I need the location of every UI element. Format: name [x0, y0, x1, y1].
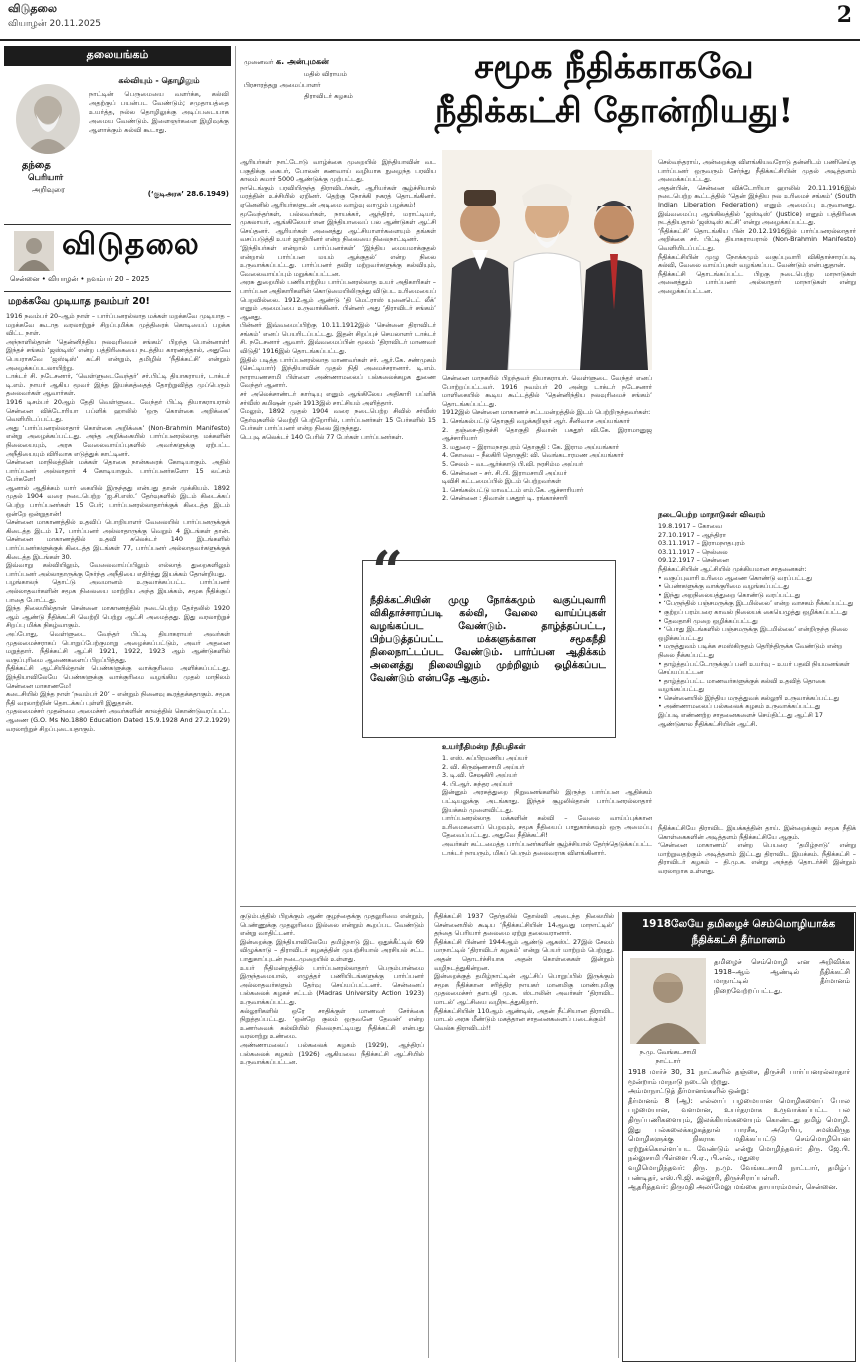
conferences-title: நடைபெற்ற மாநாடுகள் விவரம் [658, 510, 766, 519]
masthead-portrait [14, 231, 54, 271]
page-header [8, 2, 852, 38]
editorial-section-title: தலையங்கம் [86, 48, 149, 61]
periyar-quote-block [4, 70, 231, 220]
main-col2-text: சென்னை மாநகரில் பிறந்தவர் தியாகராயர். வெள்ளுடை வேந்தர் எனப் போற்றப்பட்டவர். 1916 நவம்பர் 20 அன்று டாக்டர் நடேசனார் மாளிகையில் கூடிய கூட்டத்தில் ‘தென்னிந்திய நலவுரிமைச் சங்கம்’ தொடங்கப்பட்டது. 1912இல் சென்னை மாகாணச் சட்டமன்றத்தில் இடம் பெற்றிருந்தவர்கள்: 1. செங்கல்பட்டு தொகுதி வழக்கறிஞர் ஆர். சீனிவாச அய்யங்கார் 2. தஞ்சை-திருச்சி தொகுதி திவான் பகதூர் வி.கே. இராமானுஜ ஆச்சாரியார் 3. மதுரை – இராமநாதபுரம் தொகுதி : கே. இராம அய்யங்கார் 4. கோவை – நீலகிரி தொகுதி: வி. வெங்கடாரமண அய்யங்கார் 5. சேலம் – வடஆர்க்காடு பி.வி. நரசிம்ம அய்யர் 6. சென்னை – சர். சி.பி. இராமசாமி அய்யர் டிவிசி கட்டமைப்பில் இடம் பெற்றவர்கள் 1. செங்கல்பட்டு மாவட்டம் எம்.கே. ஆச்சாரியார் 2. சென்னை : திவான் பகதூர் டி. ரங்காச்சாரி [442, 374, 652, 503]
page-number: 2 [836, 2, 852, 28]
main-col3-bottom-text: நீதிக்கட்சியே திராவிட இயக்கத்தின் தாய். இன்றைக்கும் சமூக நீதிக் கொள்கைகளின் அடித்தளம் நீதிக்கட்சியே ஆகும். ‘சென்னை மாகாணம்’ என்ற பெயரை ‘தமிழ்நாடு’ என்று மாற்றுவதற்கும் அடித்தளம் இட்டது திராவிட இயக்கம். நீதிக்கட்சி – திராவிடர் கழகம் – தி.மு.க. என்று அந்தத் தொடர்ச்சி இன்றும் வரலாறாக உள்ளது. [658, 824, 856, 875]
editorial-article-title: மறக்கவே முடியாத நவம்பர் 20! [8, 296, 150, 307]
main-col3-text: செல்வந்தராய், அன்றைக்கு விளங்கியவரோடு தன்னிடம் பணிசெய்த பார்ப்பனர் ஒருவரும் சேர்ந்து நீதிக்கட்சியின் முதல் அடித்தளம் அமைக்கப்பட்டது. அதன்பின், சென்னை விக்டோரியா ஹாலில் 20.11.1916இல் நடைபெற்ற கூட்டத்தில் ‘தென் இந்திய நல உரிமைச் சங்கம்’ (South Indian Liberation Federation) எனும் அமைப்பு உருவானது. இவ்வமைப்பு ஆங்கிலத்தில் ‘ஜஸ்டிஸ்’ (Justice) எனும் பத்திரிகை நடத்தியதால் ‘ஜஸ்டிஸ் கட்சி’ என்று அழைக்கப்பட்டது. ‘நீதிக்கட்சி’ தொடங்கிய பின் 20.12.1916இல் பார்ப்பனரல்லாதார் அறிக்கை சர். பிட்டி தியாகராயரால் (Non-Brahmin Manifesto) வெளியிடப்பட்டது. நீதிக்கட்சியின் முழு நோக்கமும் வகுப்புவாரி விகிதாச்சாரப்படி கல்வி, வேலை வாய்ப்புகள் வழங்கப்பட வேண்டும் என்பதுதான். நீதிக்கட்சி தொடங்கப்பட்ட பிறகு நடைபெற்ற மாநாடுகள் அனைத்தும் பார்ப்பனர் அல்லாதார் மாநாடுகள் என்று அழைக்கப்பட்டன. [658, 158, 856, 295]
sidebar-text-2: 1918 மார்ச் 30, 31 நாட்களில் தஞ்சை, திருச்சி பார்ப்பனரல்லாதார் மூன்றாம் மாநாடு நடைபெற்றது. அம்மாநாட்டுத் தீர்மானங்களில் ஒன்று: தீர்மானம் 8 (ஆ): எல்லாப் பழமையான மொழிகளைப் போல பழமையான, வளமான, உயர்தரமாக உருவாக்கப்பட்ட பல திருப்பணிகளையும், இலக்கியங்களையும் கொண்டது தமிழ் மொழி. இது பல்கலைக்கழகத்தால் பாரசீக, அரேபிய, சமஸ்கிருத மொழிகளுக்கு நிகராக மதிக்கப்பட்டு செம்மொழியென ஏற்றுக்கொள்ளப்பட வேண்டும் என்று மொழிந்தவர்: திரு. ஜே.பி. நல்லுசாமி பிள்ளை பி.ஏ., பி.எல்., மதுரை வழிமொழிந்தவர்: திரு. ந.மு. வேங்கடசாமி நாட்டார், தமிழ்ப் பண்டிதர், எஸ்.பி.ஜி. கல்லூரி, திருச்சிராப்பள்ளி. ஆதரித்தவர்: திருமதி அலர்மேலு மங்கை தாயாரம்மாள், சென்னை. [628, 1068, 850, 1192]
sidebar-portrait [630, 958, 706, 1044]
sidebar-portrait-caption-1: ந.மு. வேங்கடசாமி [639, 1048, 697, 1056]
sidebar-portrait-icon [630, 958, 706, 1044]
conferences-text: 19.8.1917 – கோவை 27.10.1917 – ஆந்திரா 03.11.1917 – இராமநாதபுரம் 03.11.1917 – நெல்லை 09.12.1917 – சென்னை நீதிக்கட்சியின் ஆட்சியில் முக்கியமான சாதனைகள்: • வகுப்புவாரி உரிமை ஆணை கொண்டு வரப்பட்டது • பெண்களுக்கு வாக்குரிமை வழங்கப்பட்டது • இந்து அறநிலையத்துறை கொண்டு வரப்பட்டது • ‘பேருந்தில் பஞ்சமருக்கு இடமில்லை’ என்ற வாசகம் நீக்கப்பட்டது • குற்றப் பரம்பரை காவல் நிலையக் கையெழுத்து ஒழிக்கப்பட்டது • தேவதாசி முறை ஒழிக்கப்பட்டது • ‘பொது இடங்களில் பஞ்சமருக்கு இடமில்லை’ என்றிருந்த நிலை ஒழிக்கப்பட்டது • மருத்துவம் படிக்க சமஸ்கிருதம் தெரிந்திருக்க வேண்டும் என்ற நிலை நீக்கப்பட்டது • தாழ்த்தப்பட்டோருக்குப் பனி உயர்வு – உயர் பதவி நியமனங்கள் செய்யப்பட்டன • தாழ்த்தப்பட்ட மாணவர்களுக்குக் கல்வி உதவித் தொகை வழங்கப்பட்டது • சென்னையில் இந்திய மருத்துவக் கல்லூரி உருவாக்கப்பட்டது • அண்ணாமலைப் பல்கலைக் கழகம் உருவாக்கப்பட்டது இப்படி எண்ணற்ற சாதனைகளைச் செய்திட்டது ஆட்சி 17 ஆண்டுகால நீதிக்கட்சியின் ஆட்சி. [658, 522, 854, 728]
main-col1-text: ஆரியர்கள் நாட்டோடு வாழ்க்கை முறையில் இந்தியாவின் வட பகுதிக்கு கைபர், போலன் கணவாய் வழியாக நுழைந்த பரவிய காலம் சுமார் 5000 ஆண்டுக்கு முற்பட்டது. நாடெங்கும் பரவியிருந்த திராவிடர்கள், ஆரியர்கள் சூழ்ச்சியால் மரத்தின் உச்சியில் ஏறினர். தெற்கு நோக்கி நகரத் தொடங்கினர். ஏனெனில் ஆரியர்களுடன் அடிமை வாழ்வு வாழும் பழக்கம்! மூவேந்தர்கள், பல்லவர்கள், நாயக்கர், ஆந்திரர், மராட்டியர், முகலாயர், ஆங்கிலேயர் என இந்தியாவைப் பல ஆண்டுகள் ஆட்சி செய்தனர். ஆரியர்கள் அனைத்து ஆட்சியாளர்களையும் தங்கள் வசப்படுத்தி உயர் ஜாதியினர் என்ற நிலையை நிலைநாட்டினர். ‘இந்தியர்கள் என்றால் பார்ப்பனர்கள்’ ‘இந்திய மையமாக்குதல் என்றால் பார்ப்பன மயம் ஆக்குதல்’ என்ற நிலை உருவாக்கப்பட்டது. பார்ப்பனர் தவிர மற்றவர்களுக்கு கல்வியும், வேலைவாய்ப்பும் மறுக்கப்பட்டன. அரசு துறையில் பணியாற்றிய பார்ப்பனரல்லாத உயர் அதிகாரிகள் – பார்ப்பன அதிகாரிகளின் கொடுமையிலிருந்து விடுபட உரிமையைப் பெறவில்லை. 1912ஆம் ஆண்டு ‘தி மெட்ராஸ் யுனைடெட் லீக்’ எனும் அமைப்பை உருவாக்கினர். பின்னர் அது ‘திராவிடர் சங்கம்’ ஆனது. பின்னர் இவ்வமைப்பிற்கு 10.11.1912இல் ‘சென்னை திராவிடர் சங்கம்’ எனப் பெயரிடப்பட்டது. இதன் சிறப்புச் செயலாளர் டாக்டர் சி. நடேசனார் ஆவார். இவ்வமைப்பின் மூலம் ‘திராவிடர் மாணவர் விடுதி’ 1916இல் தொடங்கப்பட்டது. இதில் படித்த பார்ப்பனரல்லாத மாணவர்கள் சர். ஆர்.கே. சண்முகம் (செட்டியார்) இந்தியாவின் முதல் நிதி அமைச்சரானார். டி.எம். நாராயணசாமி பிள்ளை அண்ணாமலைப் பல்கலைக்கழக துணை வேந்தர் ஆனார். சர் அலெக்சாண்டர் கார்டியு எனும் ஆங்கிலேய அதிகாரி பப்ளிக் சர்வீஸ் கமிஷன் முன் 1913இல் சாட்சியம் அளித்தார். மேலும், 1892 முதல் 1904 வரை நடைபெற்ற சிவில் சர்வீஸ் தேர்வுகளில் வெற்றி பெற்றோரில், பார்ப்பனர்கள் 15 பேர்களில் 15 பேர்கள் பார்ப்பனர் என்ற நிலை இருந்தது. டெபுடி கலெக்டர் 140 பேரில் 77 பேர்கள் பார்ப்பனர்கள். [240, 158, 436, 441]
header-rule [0, 39, 860, 41]
author-name: க. அன்புமகன் [276, 57, 329, 66]
leaders-photo [442, 150, 652, 370]
leader-label-2: பெரியார் [28, 173, 64, 183]
lower-col1-text: குடும்பத்தில் பிறக்கும் ஆண் குழந்தைக்கு முதலுரிமை என்றும், பெண்ணுக்கு முதலுரிமை இல்லை என்றும் கூறப்பட வேண்டும் என்று வாதிட்டனர். இன்றைக்கு இந்தியாவிலேயே தமிழ்நாடு இட ஒதுக்கீட்டில் 69 விழுக்காடு – திராவிடர் கழகத்தின் முயற்சியால் அரசியல் சட்ட பாதுகாப்புடன் நடைமுறையில் உள்ளது. உயர் நீதிமன்றத்தில் பார்ப்பனரல்லாதார் பெரும்பான்மை இருந்தமையால், எழுத்தர் பணியிடங்களுக்கு பார்ப்பனர் அல்லாதவர்களும் தேர்வு செய்யப்பட்டனர். சென்னைப் பல்கலைக் கழகச் சட்டம் (Madras University Action 1923) உருவாக்கப்பட்டது. கல்லூரிகளில் ஒரே சாதிக்குள் மாணவர் சேர்க்கை நிறுத்தப்பட்டது. ‘ஒன்றே குலம் ஒருவனே தேவன்’ என்ற உணர்வைக் கல்வியில் நிலைநாட்டியது நீதிக்கட்சி என்பது வரலாற்று உண்மை. அண்ணாமலைப் பல்கலைக் கழகம் (1929), ஆந்திரப் பல்கலைக் கழகம் (1926) ஆகியவை நீதிக்கட்சி ஆட்சியில் உருவாக்கப்பட்டன. [240, 912, 424, 1067]
justice-party-leaders-illustration [442, 150, 652, 370]
judges-text: 1. எஸ். சுப்பிரமணிய அய்யர் 2. வி. கிருஷ்ணசாமி அய்யர் 3. டி.வி. சேஷகிரி அய்யர் 4. பி.ஆர். சுந்தர அய்யர் இன்னும் அரசுத்துறை நிறுவனங்களில் இருந்த பார்ப்பன ஆதிக்கம் பட்டியலுக்கு அடங்காது. இந்தச் சூழலில்தான் பார்ப்பனரல்லாதார் இயக்கம் முளைவிட்டது. பார்ப்பனரல்லாத மக்களின் கல்வி – வேலை வாய்ப்புக்கான உரிமைகளைப் பெறவும், சமூக நீதியைப் பாதுகாக்கவும் ஒரு அமைப்பு தேவைப்பட்டது. அதுவே நீதிக்கட்சி! அவர்கள் கட்டமைத்த பார்ப்பனர்களின் சூழ்ச்சியால் தேர்ந்தெடுக்கப்பட்ட டாக்டர் நாயரும், மிகப் பெரும் தலைவராக விளங்கினார். [442, 754, 652, 857]
sidebar-header [623, 913, 854, 951]
sidebar-title: 1918லேயே தமிழைச் செம்மொழியாக்க நீதிக்கட்சி தீர்மானம் [641, 918, 836, 946]
leader-label-3: அறிவுரை [32, 185, 65, 194]
column-divider-left [235, 46, 236, 1362]
author-role-1: மதில் விராயம் [304, 70, 347, 78]
lower-col2-text: நீதிக்கட்சி 1937 தேர்தலில் தோல்வி அடைந்த நிலையில் சென்னையில் கூடிய ‘நீதிக்கட்சியின் 14ஆவது மாநாட்டில்’ தந்தை பெரியார் தலைமை ஏற்று தலைவரானார். நீதிக்கட்சி பின்னர் 1944ஆம் ஆண்டு ஆகஸ்ட் 27இல் சேலம் மாநாட்டில் ‘திராவிடர் கழகம்’ என்று பெயர் மாற்றம் பெற்றது. அதன் தொடர்ச்சியாக அதன் கொள்கைகள் இன்றும் வழிநடத்துகின்றன. இன்றைக்குத் தமிழ்நாட்டின் ஆட்சிப் பொறுப்பில் இருக்கும் சமூக நீதிக்கான சரித்திர நாயகர் மானமிகு மாண்புமிகு முதலமைச்சர் தளபதி மு.க. ஸ்டாலின் அவர்கள் ‘திராவிட மாடல்’ ஆட்சியை வழிநடத்துகிறார். நீதிக்கட்சியின் 110ஆம் ஆண்டில், அதன் நீட்சியான திராவிட மாடல் அரசு மீண்டும் மகத்தான சாதனைகளைப் படைக்கும்! வெல்க திராவிடம்!! [434, 912, 614, 1032]
pullquote-text: நீதிக்கட்சியின் முழு நோக்கமும் வகுப்புவாரி விகிதாச்சாரப்படி கல்வி, வேலை வாய்ப்புகள் வழங்கப்பட வேண்டும். தாழ்த்தப்பட்ட, பிற்படுத்தப்பட்ட மக்களுக்கான சமூகநீதி நிலைநாட்டப்பட வேண்டும். பார்ப்பன ஆதிக்கம் அனைத்து நிலையிலும் முற்றிலும் ஒழிக்கப்பட வேண்டும் என்பதே ஆகும். [370, 595, 606, 684]
author-prefix: முனைவர் [244, 58, 274, 66]
header-paper-name: விடுதலை [8, 2, 58, 15]
periyar-portrait [16, 84, 80, 154]
quote-source: (‘குடிஅரசு’ 28.6.1949) [147, 190, 229, 198]
quote-title: கல்வியும் - தொழிலும் [118, 76, 200, 85]
sidebar-text-1: தமிழைச் செம்மொழி என அறிவிக்க 1918–ஆம் ஆண்டில் நீதிக்கட்சி மாநாட்டில் தீர்மானம் நிறைவேற்றப்பட்டது. [714, 958, 850, 995]
lower-divider-1 [428, 912, 429, 1358]
headline-line-2: நீதிக்கட்சி தோன்றியது! [434, 91, 794, 131]
editorial-header [4, 46, 231, 66]
header-date: வியாழன் 20.11.2025 [8, 19, 102, 29]
masthead-title: விடுதலை [62, 227, 200, 262]
pullquote-mark-icon: “ [372, 539, 404, 603]
sidebar-portrait-caption-2: நாட்டார் [655, 1057, 681, 1065]
masthead-dateline: சென்னை • வியாழன் • நவம்பர் 20 – 2025 [10, 275, 150, 283]
author-role-2: பிரசாரத்தறு அமைப்பாளர் [244, 81, 321, 89]
headline-line-1: சமூக நீதிக்காகவே [474, 47, 754, 87]
quote-text: நாட்டின் பெருமையை வளர்க்க, கல்வி அதற்குப் பயன்பட வேண்டும்; சமுதாயத்தை உயர்த்த, நல்ல தொழிலுக்கு அடிப்படையாக அமைய வேண்டும். இளைஞர்களை இழிவுக்கு ஆளாக்கும் கல்வி கூடாது. [89, 90, 229, 134]
judges-title: உயர்நீதிமன்ற நீதிபதிகள் [442, 742, 526, 751]
lower-divider-2 [618, 912, 619, 1358]
author-role-3: திராவிடர் கழகம் [304, 92, 353, 100]
main-article [240, 46, 856, 1362]
leader-label-1: தந்தை [22, 160, 51, 171]
editorial-article-body: 1916 நவம்பர் 20–ஆம் நாள் – பார்ப்பனரல்லாத மக்கள் மறக்கவே முடியாத – மறக்கவே கூடாத வரலாற்றுச் சிறப்புமிக்க முத்திரைக் கொடியைப் பறக்க விட்ட நாள். அந்நாளில்தான் ‘தென்னிந்திய நலவுரிமைச் சங்கம்’ பிறந்த பொன்னாள்! இந்தச் சங்கம் ‘ஜஸ்டிஸ்’ என்ற பத்திரிகையை நடத்திய காரணத்தால், அதுவே பெயராகவே ‘ஜஸ்டிஸ்’ கட்சி என்றும், தமிழில் ‘நீதிக்கட்சி’ என்றும் அழைக்கப்படலாயிற்று. டாக்டர் சி. நடேசனார், ‘வெள்ளுடைவேந்தர்’ சர்.பிட்டி தியாகராயர், டாக்டர் டி.எம். நாயர் ஆகிய மூவர் இந்த இயக்கத்தைத் தோற்றுவித்த முப்பெரும் தலைவர்கள் ஆவார்கள். 1916 டிசம்பர் 20ஆம் தேதி வெள்ளுடை வேந்தர் பிட்டி தியாகராயரால் சென்னை விக்டோரியா பப்ளிக் ஹாலில் ‘ஒரு கொள்கை அறிக்கை’ வெளியிடப்பட்டது. அது ‘பார்ப்பனரல்லாதார் கொள்கை அறிக்கை’ (Non-Brahmin Manifesto) என்று அழைக்கப்பட்டது. அந்த அறிக்கையில் பார்ப்பனரல்லாத மக்களின் நிலையையும், அரசு வேலைவாய்ப்புகளில் அவர்களுக்கு ஏற்பட்ட அநீதியையும் விரிவாக எடுத்துக் காட்டினர். சென்னை மாநிலத்தின் மக்கள் தொகை நான்கரைக் கோடியாகும். அதில் பார்ப்பனர் அல்லாதார் 4 கோடியாகும். பார்ப்பனர்களோ 15 லட்சம் பேர்களே! ஆனால் ஆதிக்கம் யார் கையில் இருந்தது என்பது தான் முக்கியம். 1892 முதல் 1904 வரை நடைபெற்ற ‘ஐ.சி.எஸ்.’ தேர்வுகளில் இடம் கிடைக்கப் பெற்ற பார்ப்பனர்கள் 15 பேர்; பார்ப்பனரல்லாதார்க்குக் கிடைத்த இடம் ஒன்றே ஒன்றுதான்! சென்னை மாகாணத்தில் உதவிப் பொறியாளர் வேலையில் பார்ப்பனருக்குக் கிடைத்த இடம் 17, பார்ப்பனர் அல்லாதாருக்கு வெறும் 4 இடங்கள் தான். சென்னை மாகாணத்தில் உதவி கலெக்டர் 140 இடங்களில் பார்ப்பனர்களுக்குக் கிடைத்த இடங்கள் 77, பார்ப்பனர் அல்லாதவர்களுக்குக் கிடைத்த இடங்கள் 30. இவ்வாறு கல்வியிலும், வேலைவாய்ப்பிலும் எல்லாத் துறைகளிலும் பார்ப்பனர் அல்லாதாருக்கு நேர்ந்த அநீதியை எதிர்த்து இயக்கம் தோன்றியது. பழங்காலந் தொட்டு அவமானம் உருவாக்கப்பட்ட பார்ப்பனர் அல்லாதவர்களின் சமூக நிலையை மாற்றிய அந்த இயக்கம், சமூக நீதிக்குப் பாதை போட்டது. இந்த நிலையில்தான் சென்னை மாகாணத்தில் நடைபெற்ற தேர்தலில் 1920 ஆம் ஆண்டு நீதிக்கட்சி வெற்றி பெற்று ஆட்சி அமைத்தது. இது வரலாற்றுச் சிறப்பு மிக்க நிகழ்வாகும். அப்போது, வெள்ளுடை வேந்தர் பிட்டி தியாகராயர் அவர்கள் முதலமைச்சராகப் பொறுப்பேற்குமாறு அழைக்கப்பட்டும், அவர் அதனை மறுத்தார். நீதிக்கட்சி ஆட்சி 1921, 1922, 1923 ஆம் ஆண்டுகளில் வகுப்புரிமை ஆணைகளைப் பிறப்பித்தது. நீதிக்கட்சி ஆட்சியில்தான் பெண்களுக்கு வாக்குரிமை அளிக்கப்பட்டது. இந்தியாவிலேயே பெண்களுக்கு வாக்குரிமை வழங்கிய முதல் மாநிலம் சென்னை மாகாணமே! கடைசியில் இந்த நாள் ‘நவம்பர் 20’ – என்றும் நினைவு கூரத்தக்கதாகும். சமூக நீதி வரலாற்றின் தொடக்கப் புள்ளி இதுதான். முதலமைச்சர் முதன்மை அமைச்சர் அவர்களின் காலத்தில் கொண்டுவரப்பட்ட ஆணை (G.O. Ms No.1880 Education Dated 15.9.1928 And 27.2.1929) வரலாற்றுச் சிறப்புடையதாகும். [6, 312, 230, 733]
lower-section-rule [240, 906, 856, 907]
editorial-column [4, 46, 231, 1362]
periyar-portrait-icon [16, 84, 80, 154]
masthead-portrait-icon [14, 231, 54, 271]
masthead-block [4, 224, 231, 292]
byline-block [244, 58, 364, 108]
